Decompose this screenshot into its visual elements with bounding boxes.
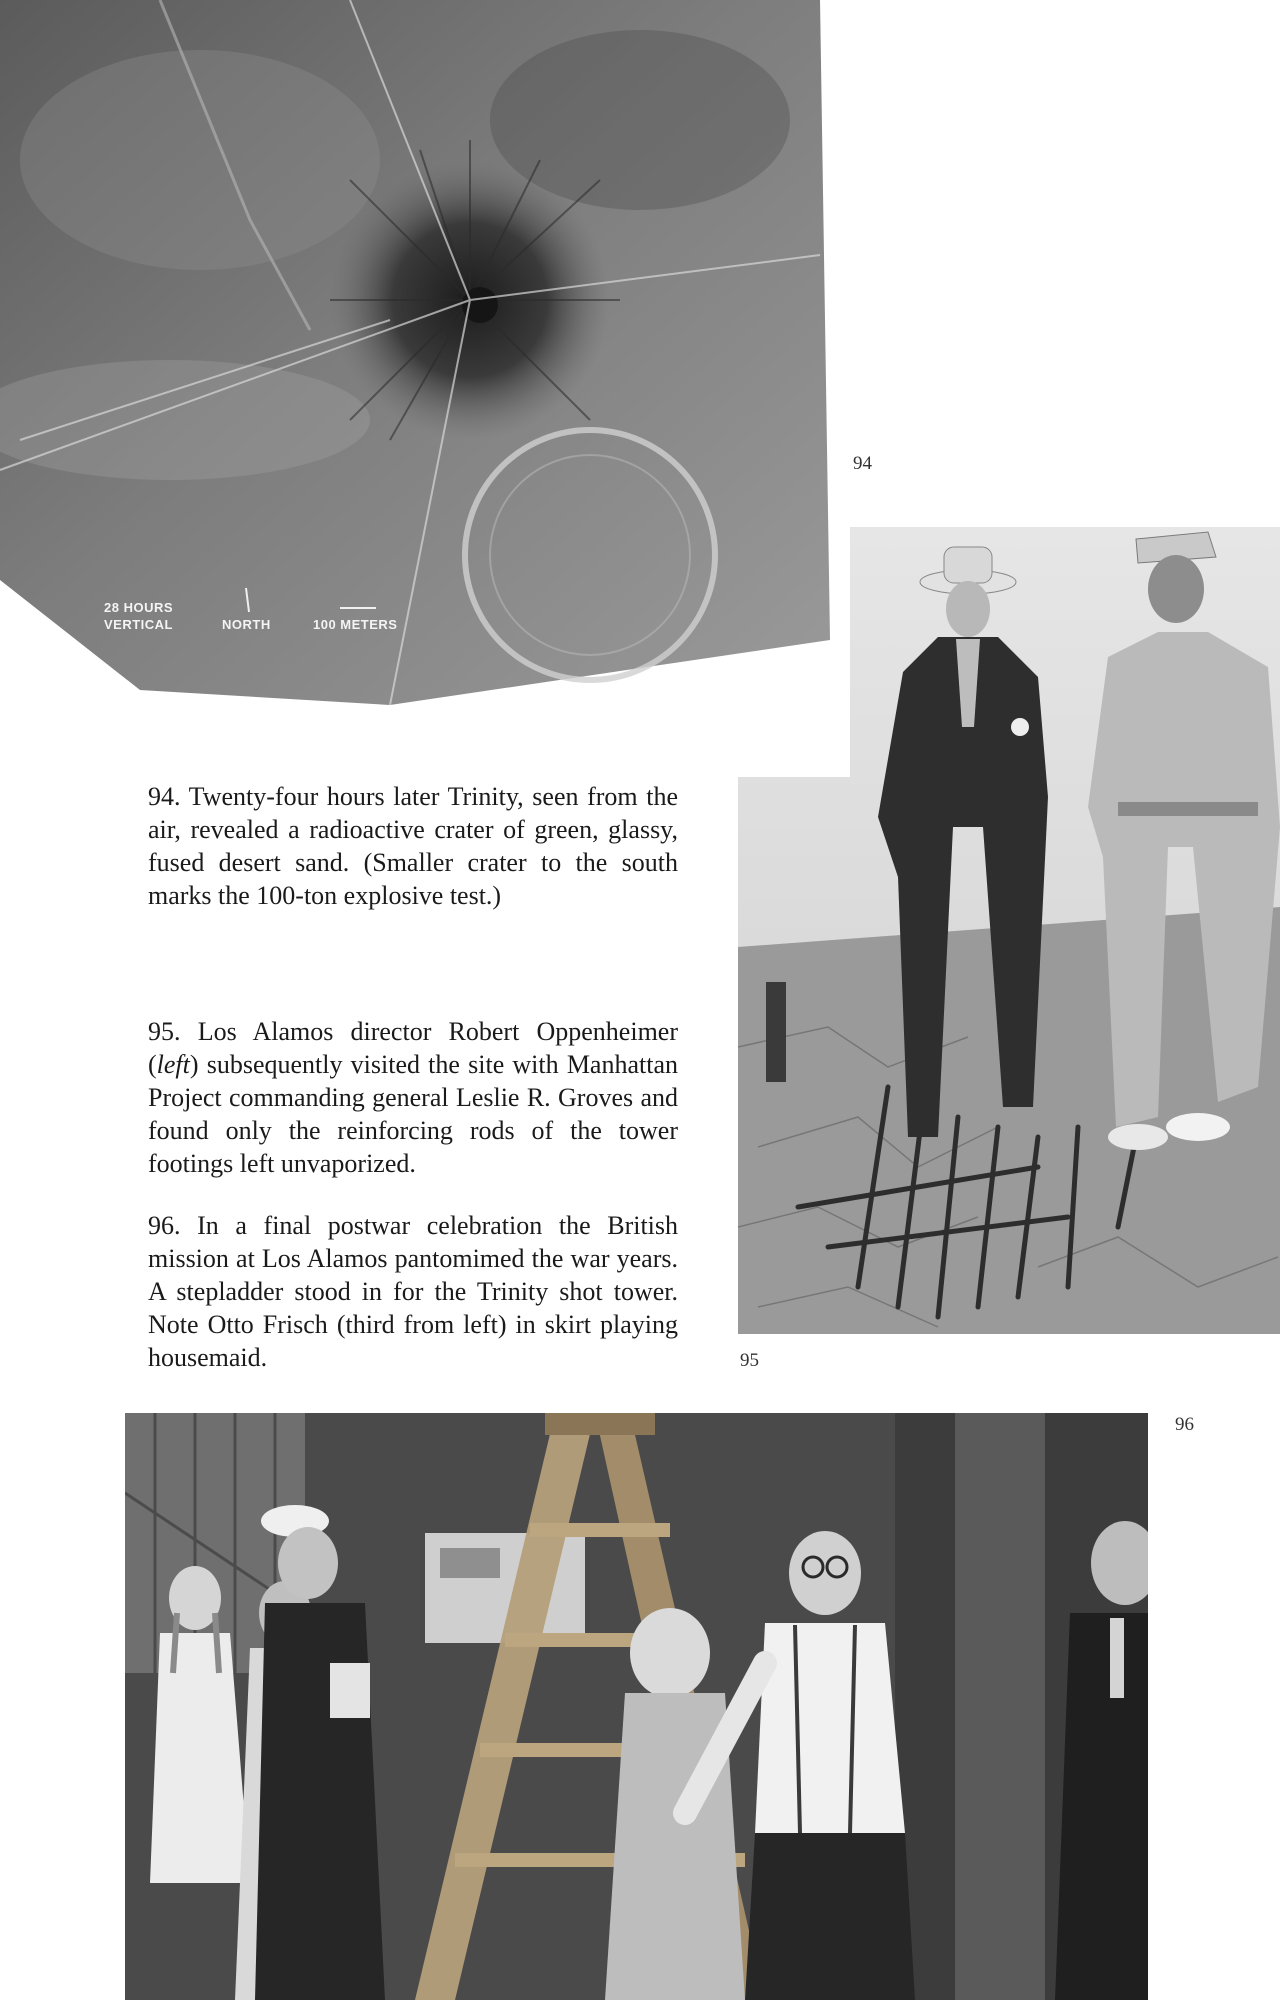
oppenheimer-groves-image [738,527,1280,1334]
caption-94-text: Twenty-four hours later Trinity, seen from the air, revealed a radioactive crater of green, glassy, fused desert sand. (Smaller crater to the south marks the 100-ton explosive test.) [148,782,679,910]
aerial-time-label: 28 HOURS [104,600,174,615]
caption-95-text-after: ) subsequently visited the site with Manhattan Project commanding general Leslie R. Groves and found only the reinforcing rods of the tower footings left unvaporized. [148,1050,678,1178]
photo-94-aerial-crater [0,0,830,705]
aerial-orientation-label: VERTICAL [104,617,173,632]
caption-94 [148,780,678,912]
photo-96-british-mission [125,1413,1148,2000]
caption-95-number: 95. [148,1017,181,1046]
caption-95-italic: left [156,1050,190,1079]
caption-95 [148,1015,678,1180]
photo-number-94: 94 [853,453,872,474]
caption-95-text-before: Los Alamos director Robert Oppenheimer ( [148,1017,678,1079]
photo-number-95: 95 [740,1350,759,1371]
caption-94-number: 94. [148,782,181,811]
caption-96-text: In a final postwar celebration the British mission at Los Alamos pantomimed the war years. A stepladder stood in for the Trinity shot tower. Note Otto Frisch (third from left) in skirt playing housemaid. [148,1211,679,1372]
british-mission-image [125,1413,1148,2000]
caption-96 [148,1209,678,1374]
aerial-north-label: NORTH [222,617,271,632]
photo-95-oppenheimer-groves [738,527,1280,1334]
caption-96-number: 96. [148,1211,181,1240]
aerial-scale-label: 100 METERS [313,617,398,632]
photo-number-96: 96 [1175,1414,1194,1435]
